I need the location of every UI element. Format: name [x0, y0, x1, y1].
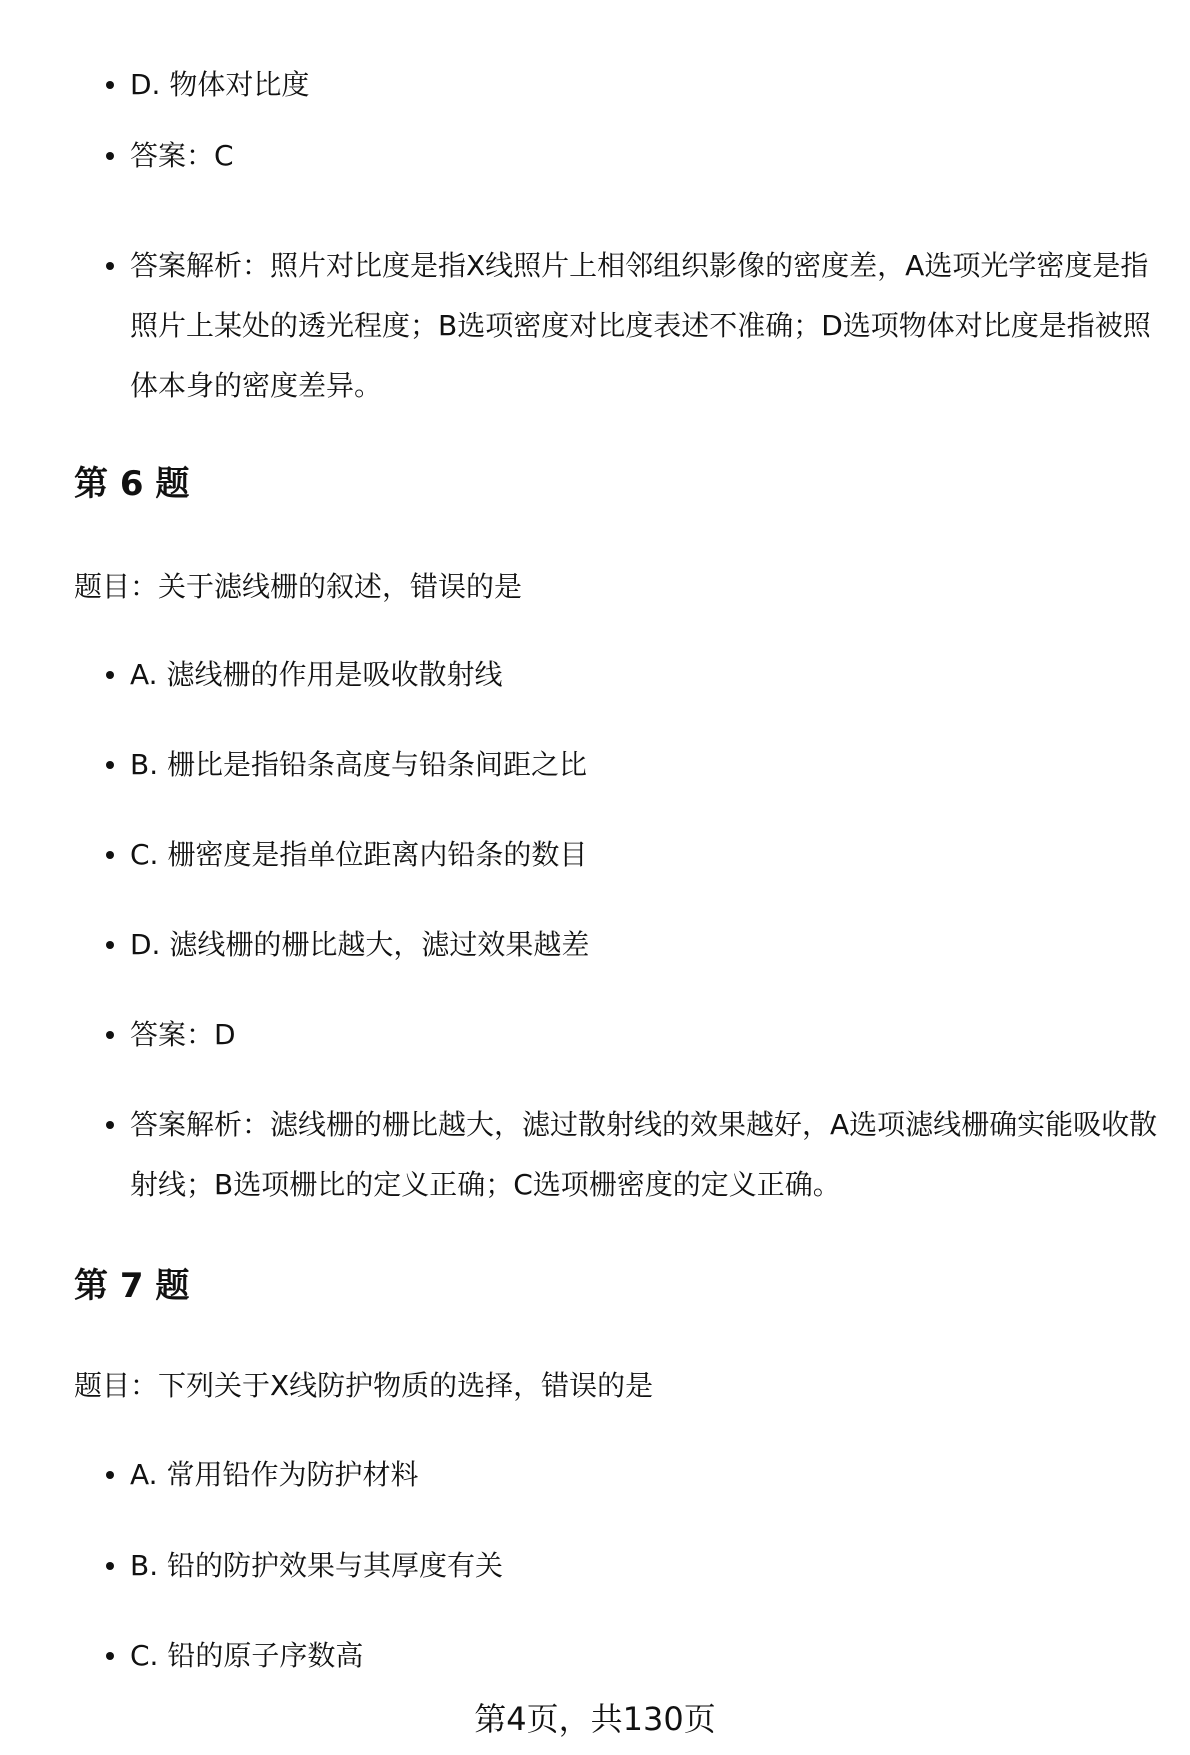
option-text: B. 栅比是指铅条高度与铅条间距之比	[130, 748, 588, 781]
bullet-icon	[106, 81, 114, 89]
option-text: C. 铅的原子序数高	[130, 1639, 364, 1672]
option-a	[130, 645, 1170, 705]
bullet-icon	[106, 941, 114, 949]
bullet-icon	[106, 152, 114, 160]
explanation-text: 答案解析：滤线栅的栅比越大，滤过散射线的效果越好，A选项滤线栅确实能吸收散射线；B选项栅比的定义正确；C选项栅密度的定义正确。	[130, 1108, 1158, 1201]
option-text: A. 滤线栅的作用是吸收散射线	[130, 658, 503, 691]
option-b	[130, 735, 1170, 795]
bullet-icon	[106, 1471, 114, 1479]
option-text: D. 物体对比度	[130, 68, 310, 101]
option-text: C. 栅密度是指单位距离内铅条的数目	[130, 838, 588, 871]
option-text: D. 滤线栅的栅比越大，滤过效果越差	[130, 928, 590, 961]
question-stem: 题目：下列关于X线防护物质的选择，错误的是	[74, 1369, 654, 1402]
answer-text: 答案：C	[130, 139, 234, 172]
bullet-icon	[106, 671, 114, 679]
option-d	[130, 915, 1170, 975]
option-a	[130, 1445, 1170, 1505]
explanation	[130, 236, 1170, 416]
bullet-icon	[106, 262, 114, 270]
answer	[130, 1005, 1170, 1065]
option-b	[130, 1536, 1170, 1596]
question-heading: 第 7 题	[74, 1266, 190, 1306]
bullet-icon	[106, 1121, 114, 1129]
option-d	[130, 55, 1170, 115]
option-text: B. 铅的防护效果与其厚度有关	[130, 1549, 504, 1582]
bullet-icon	[106, 761, 114, 769]
bullet-icon	[106, 1562, 114, 1570]
answer-text: 答案：D	[130, 1018, 236, 1051]
explanation-text: 答案解析：照片对比度是指X线照片上相邻组织影像的密度差，A选项光学密度是指照片上某处的透光程度；B选项密度对比度表述不准确；D选项物体对比度是指被照体本身的密度差异。	[130, 249, 1151, 402]
question-heading: 第 6 题	[74, 464, 190, 504]
explanation	[130, 1095, 1170, 1215]
option-text: A. 常用铅作为防护材料	[130, 1458, 419, 1491]
bullet-icon	[106, 1652, 114, 1660]
option-c	[130, 1626, 1170, 1686]
bullet-icon	[106, 1031, 114, 1039]
question-stem: 题目：关于滤线栅的叙述，错误的是	[74, 570, 523, 603]
answer	[130, 126, 1170, 186]
page-indicator: 第4页，共130页	[474, 1700, 716, 1738]
bullet-icon	[106, 851, 114, 859]
option-c	[130, 825, 1170, 885]
